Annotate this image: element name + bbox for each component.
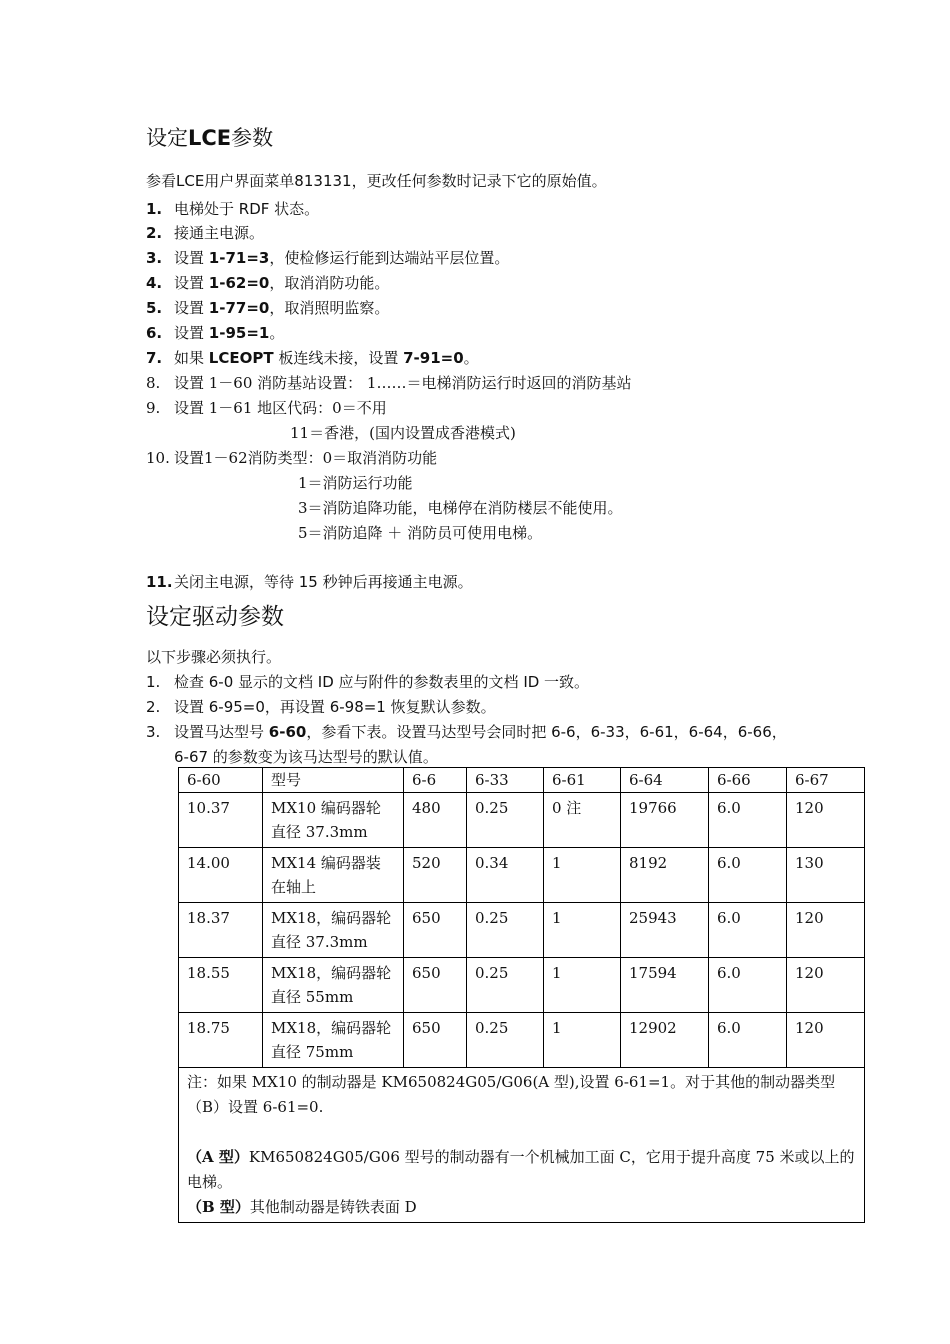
table-cell: MX14 编码器装在轴上	[263, 848, 404, 903]
step-text	[174, 274, 389, 292]
table-note-row	[179, 1068, 865, 1223]
step-text: 设置 6-95=0，再设置 6-98=1 恢复默认参数。	[174, 698, 496, 716]
step-text	[174, 723, 787, 741]
step-pre: 设置	[174, 274, 209, 292]
table-cell: MX18，编码器轮直径 75mm	[263, 1013, 404, 1068]
table-cell: 120	[787, 1013, 865, 1068]
table-cell: 480	[404, 793, 467, 848]
step-number: 11.	[146, 573, 173, 591]
table-cell: 25943	[621, 903, 709, 958]
table-header-row	[179, 768, 865, 793]
step-continuation: 3＝消防追降功能，电梯停在消防楼层不能使用。	[298, 499, 623, 517]
step-post: ，参看下表。设置马达型号会同时把 6-6，6-33，6-61，6-64，6-66，	[306, 723, 787, 741]
table-cell: 130	[787, 848, 865, 903]
table-cell: 12902	[621, 1013, 709, 1068]
step-continuation: 11＝香港，(国内设置成香港模式)	[290, 424, 516, 442]
step-number: 5.	[146, 299, 163, 317]
table-cell: 650	[404, 903, 467, 958]
step-number: 8.	[146, 374, 161, 392]
step-post: ，取消照明监察。	[269, 299, 390, 317]
table-cell: 120	[787, 903, 865, 958]
step-pre: 设置	[174, 299, 209, 317]
step-param: 1-95=1	[208, 324, 270, 342]
step-number: 6.	[146, 324, 163, 342]
table-cell: 0.25	[467, 1013, 544, 1068]
step-number: 10.	[146, 449, 170, 467]
table-cell: 120	[787, 793, 865, 848]
column-header: 6-6	[404, 768, 467, 793]
step-number: 2.	[146, 224, 163, 242]
note-text: 注：如果 MX10 的制动器是 KM650824G05/G06(A 型),设置 6-61=1。对于其他的制动器类型（B）设置 6-61=0.	[187, 1073, 836, 1116]
step-continuation: 6-67 的参数变为该马达型号的默认值。	[174, 748, 438, 766]
step-number: 1.	[146, 673, 161, 691]
step-text: 检查 6-0 显示的文档 ID 应与附件的参数表里的文档 ID 一致。	[174, 673, 590, 691]
column-header: 6-60	[179, 768, 263, 793]
table-cell: 1	[544, 903, 621, 958]
step-number: 2.	[146, 698, 161, 716]
step-pre: 如果	[174, 349, 209, 367]
note-label: （B 型）	[187, 1198, 250, 1216]
table-row	[179, 848, 865, 903]
column-header: 6-67	[787, 768, 865, 793]
note-label: （A 型）	[187, 1148, 249, 1166]
note-spacer	[187, 1120, 856, 1145]
step-text: 电梯处于 RDF 状态。	[174, 200, 320, 218]
table-cell: 18.55	[179, 958, 263, 1013]
table-cell: 1	[544, 958, 621, 1013]
table-row	[179, 1013, 865, 1068]
table-cell: 10.37	[179, 793, 263, 848]
table-row	[179, 793, 865, 848]
table-cell: MX10 编码器轮直径 37.3mm	[263, 793, 404, 848]
column-header: 6-33	[467, 768, 544, 793]
motor-parameter-table	[178, 767, 865, 1223]
step-text: 设置 1－61 地区代码：0＝不用	[174, 399, 387, 417]
step-mid: 板连线未接，设置	[273, 349, 404, 367]
step-pre: 设置马达型号	[174, 723, 269, 741]
step-text: 设置1－62消防类型：0＝取消消防功能	[174, 449, 438, 467]
note-body: 其他制动器是铸铁表面 D	[249, 1198, 417, 1216]
step-post: ，使检修运行能到达端站平层位置。	[269, 249, 510, 267]
table-cell: 18.75	[179, 1013, 263, 1068]
table-cell: 19766	[621, 793, 709, 848]
step-number: 3.	[146, 249, 163, 267]
step-param: LCEOPT	[208, 349, 274, 367]
table-cell: MX18，编码器轮直径 55mm	[263, 958, 404, 1013]
step-continuation: 5＝消防追降 ＋ 消防员可使用电梯。	[298, 524, 543, 542]
step-post: 。	[463, 349, 479, 367]
table-cell: 14.00	[179, 848, 263, 903]
step-number: 3.	[146, 723, 161, 741]
note-text	[187, 1195, 856, 1220]
step-text	[174, 349, 479, 367]
table-cell: MX18，编码器轮直径 37.3mm	[263, 903, 404, 958]
table-cell: 1	[544, 1013, 621, 1068]
table-cell: 18.37	[179, 903, 263, 958]
section-title-drive: 设定驱动参数	[146, 604, 284, 630]
table-cell: 6.0	[709, 848, 787, 903]
step-param: 7-91=0	[403, 349, 464, 367]
step-text	[174, 299, 389, 317]
step-text	[174, 324, 284, 342]
section-title-lce	[146, 122, 273, 152]
column-header: 6-61	[544, 768, 621, 793]
table-cell: 0.25	[467, 958, 544, 1013]
table-cell: 6.0	[709, 958, 787, 1013]
table-cell: 650	[404, 1013, 467, 1068]
step-continuation: 1＝消防运行功能	[298, 474, 413, 492]
table-cell: 6.0	[709, 1013, 787, 1068]
table-cell: 6.0	[709, 903, 787, 958]
table-cell: 6.0	[709, 793, 787, 848]
column-header: 6-64	[621, 768, 709, 793]
note-body: KM650824G05/G06 型号的制动器有一个机械加工面 C，它用于提升高度 75 米或以上的电梯。	[187, 1148, 855, 1191]
step-param: 6-60	[268, 723, 307, 741]
drive-intro: 以下步骤必须执行。	[146, 648, 282, 666]
table-cell: 8192	[621, 848, 709, 903]
step-number: 4.	[146, 274, 163, 292]
table-cell: 120	[787, 958, 865, 1013]
table-row	[179, 903, 865, 958]
step-param: 1-77=0	[208, 299, 270, 317]
title-bold: LCE	[188, 126, 232, 150]
lce-intro: 参看LCE用户界面菜单813131，更改任何参数时记录下它的原始值。	[146, 172, 607, 190]
table-cell: 0.25	[467, 903, 544, 958]
step-param: 1-62=0	[208, 274, 270, 292]
table-cell: 520	[404, 848, 467, 903]
step-number: 7.	[146, 349, 163, 367]
step-number: 9.	[146, 399, 161, 417]
table-cell: 1	[544, 848, 621, 903]
note-text	[187, 1145, 856, 1195]
step-text: 接通主电源。	[174, 224, 265, 242]
step-text	[174, 249, 509, 267]
step-post: 。	[269, 324, 285, 342]
step-number: 1.	[146, 200, 163, 218]
step-post: ，取消消防功能。	[269, 274, 390, 292]
table-cell: 0.25	[467, 793, 544, 848]
table-row	[179, 958, 865, 1013]
table-cell: 0.34	[467, 848, 544, 903]
step-pre: 设置	[174, 249, 209, 267]
title-suffix: 参数	[231, 126, 274, 150]
column-header: 型号	[263, 768, 404, 793]
table-cell: 650	[404, 958, 467, 1013]
table-note	[179, 1068, 865, 1223]
table-cell: 17594	[621, 958, 709, 1013]
title-prefix: 设定	[146, 126, 188, 150]
step-param: 1-71=3	[208, 249, 270, 267]
step-text: 关闭主电源，等待 15 秒钟后再接通主电源。	[174, 573, 473, 591]
table-cell: 0 注	[544, 793, 621, 848]
step-text: 设置 1－60 消防基站设置： 1……＝电梯消防运行时返回的消防基站	[174, 374, 632, 392]
column-header: 6-66	[709, 768, 787, 793]
step-pre: 设置	[174, 324, 209, 342]
